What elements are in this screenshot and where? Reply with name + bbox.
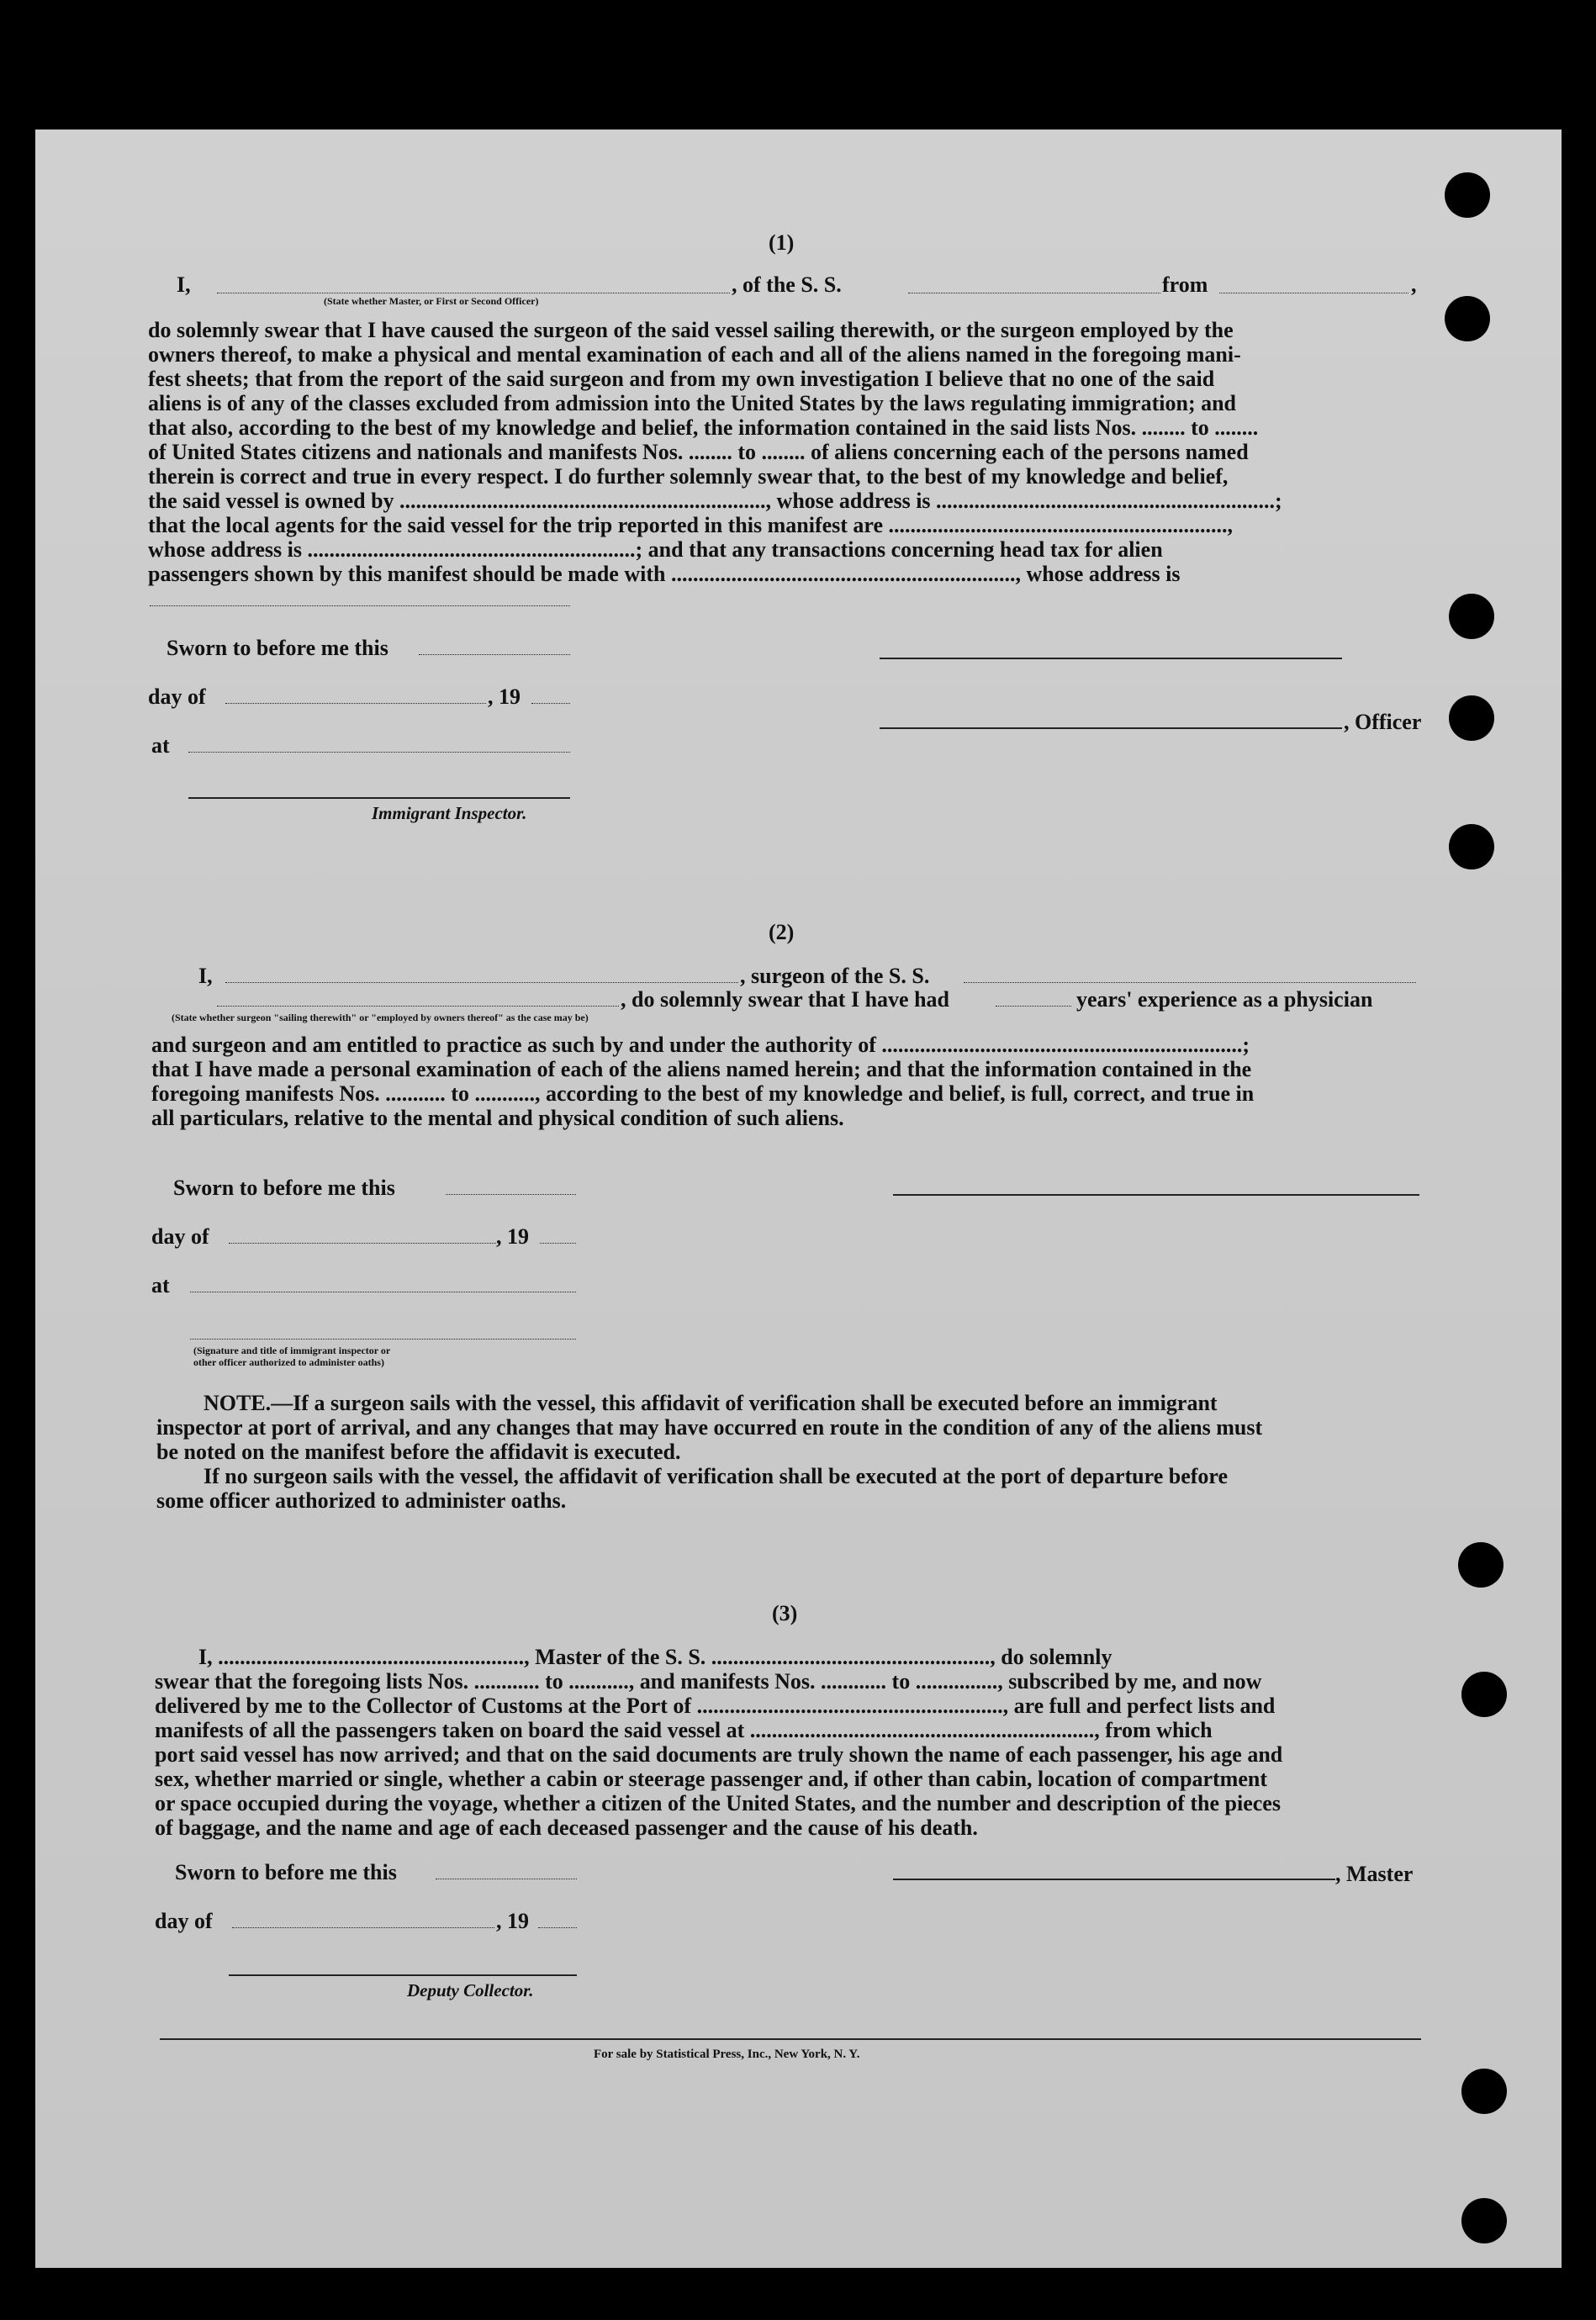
section-1-line: owners thereof, to make a physical and mental examination of each and all of the aliens named in the foregoing mani- [148, 342, 1241, 367]
years-field[interactable] [996, 1006, 1071, 1007]
surgeon-of-label: , surgeon of the S. S. [740, 964, 930, 988]
section-1-line: that also, according to the best of my knowledge and belief, the information contained in the said lists Nos. ........ to ........ [148, 415, 1259, 440]
binder-hole [1449, 824, 1494, 869]
sworn-label-2: Sworn to before me this [173, 1176, 395, 1200]
footer-rule [160, 2038, 1421, 2040]
binder-hole [1461, 2198, 1507, 2243]
section-1-line: do solemnly swear that I have caused the surgeon of the said vessel sailing therewith, or the surgeon employed by the [148, 318, 1234, 342]
section-1-line: that the local agents for the said vessel for the trip reported in this manifest are .............................................................., [148, 513, 1234, 537]
signature-note-line-2: other officer authorized to administer oaths) [193, 1356, 384, 1368]
day-field-1[interactable] [225, 703, 486, 704]
year-label-2: , 19 [496, 1224, 529, 1249]
surgeon-signature-line[interactable] [893, 1194, 1419, 1196]
trailing-comma: , [1411, 272, 1417, 297]
section-2-line: all particulars, relative to the mental and physical condition of such aliens. [151, 1106, 844, 1130]
section-2-line: foregoing manifests Nos. ........... to ..........., according to the best of my knowledge and belief, is full, correct, and true in [151, 1081, 1255, 1106]
of-ss-label: , of the S. S. [732, 272, 842, 297]
section-3-line: sex, whether married or single, whether a cabin or steerage passenger and, if other than cabin, location of compartment [155, 1767, 1267, 1791]
section-1-line: whose address is ............................................................; and that any transactions concerning head tax for alien [148, 537, 1163, 562]
section-3-line: of baggage, and the name and age of each deceased passenger and the cause of his death. [155, 1815, 978, 1840]
section-1-body [148, 318, 1282, 586]
section-1-i: I, [177, 272, 191, 297]
from-label: from [1162, 272, 1208, 297]
at-label-1: at [151, 733, 170, 758]
note-label: NOTE. [203, 1391, 272, 1415]
day-field-3[interactable] [232, 1927, 494, 1928]
inspector-signature-line[interactable] [188, 797, 570, 799]
note-line: NOTE.—If a surgeon sails with the vessel, this affidavit of verification shall be executed before an immigrant [203, 1391, 1218, 1415]
day-of-label-1: day of [148, 684, 206, 709]
day-of-label-3: day of [155, 1909, 213, 1933]
section-1-line: of United States citizens and nationals and manifests Nos. ........ to ........ of aliens concerning each of the persons named [148, 440, 1249, 464]
section-2-body [151, 1033, 1254, 1130]
section-2-heading: (2) [769, 920, 795, 944]
master-signature-line[interactable] [893, 1879, 1335, 1880]
year-field-3[interactable] [538, 1927, 577, 1928]
officer-label: , Officer [1344, 710, 1422, 734]
master-label: , Master [1335, 1862, 1414, 1886]
section-3-line: or space occupied during the voyage, whether a citizen of the United States, and the number and description of the pieces [155, 1791, 1281, 1815]
note-block [156, 1391, 1262, 1513]
surgeon-vessel-field[interactable] [964, 982, 1416, 983]
section-2-line: and surgeon and am entitled to practice as such by and under the authority of ..................................................................; [151, 1033, 1250, 1057]
day-field-2[interactable] [229, 1243, 496, 1244]
section-3-line: port said vessel has now arrived; and that on the said documents are truly shown the name of each passenger, his age and [155, 1742, 1283, 1767]
officer-signature-line-a[interactable] [880, 658, 1342, 659]
section-3-heading: (3) [772, 1601, 798, 1625]
inspector-signature-field-2[interactable] [190, 1339, 576, 1340]
binder-hole [1449, 594, 1494, 639]
section-1-line: fest sheets; that from the report of the said surgeon and from my own investigation I believe that no one of the said [148, 367, 1215, 391]
section-2-line: that I have made a personal examination of each of the aliens named herein; and that the information contained in the [151, 1057, 1252, 1081]
year-label-3: , 19 [496, 1909, 529, 1933]
day-of-label-2: day of [151, 1224, 209, 1249]
binder-hole [1449, 695, 1494, 741]
section-1-line: passengers shown by this manifest should be made with ..............................................................., whose address is [148, 562, 1181, 586]
sworn-label-3: Sworn to before me this [175, 1860, 397, 1884]
sworn-date-field-1[interactable] [419, 654, 570, 655]
inspector-caption: Immigrant Inspector. [372, 803, 527, 823]
surgeon-name-field[interactable] [225, 982, 738, 983]
section-3-line: swear that the foregoing lists Nos. ............ to ..........., and manifests Nos. ............ to ..............., subscribed by me, and now [155, 1669, 1262, 1694]
section-3-line: manifests of all the passengers taken on board the said vessel at ..............................................................., from which [155, 1718, 1213, 1742]
year-field-2[interactable] [540, 1243, 576, 1244]
years-label: years' experience as a physician [1076, 987, 1373, 1012]
section-2-i: I, [198, 964, 213, 988]
year-field-1[interactable] [531, 703, 570, 704]
swear-label: , do solemnly swear that I have had [621, 987, 950, 1012]
officer-signature-line-b[interactable] [880, 727, 1342, 729]
binder-hole [1458, 1542, 1504, 1588]
collector-caption: Deputy Collector. [407, 1980, 534, 2000]
year-label-1: , 19 [488, 684, 521, 709]
at-label-2: at [151, 1273, 170, 1297]
signature-note-line-1: (Signature and title of immigrant inspector or [193, 1345, 391, 1356]
section-3-body [155, 1645, 1282, 1840]
officer-role-note: (State whether Master, or First or Second Officer) [324, 295, 539, 307]
section-1-line: therein is correct and true in every respect. I do further solemnly swear that, to the best of my knowledge and belief, [148, 464, 1229, 489]
address-continuation-field[interactable] [150, 605, 570, 606]
section-1-line: the said vessel is owned by ..................................................................., whose address is ..............................................................; [148, 489, 1282, 513]
note-line: If no surgeon sails with the vessel, the affidavit of verification shall be executed at the port of departure before [203, 1464, 1229, 1488]
note-line: some officer authorized to administer oaths. [156, 1488, 567, 1513]
sworn-date-field-2[interactable] [446, 1194, 576, 1195]
note-line: inspector at port of arrival, and any changes that may have occurred en route in the condition of any of the aliens must [156, 1415, 1263, 1440]
section-3-line: I, ........................................................, Master of the S. S. ..................................................., do solemnly [198, 1645, 1112, 1669]
binder-hole [1461, 1672, 1507, 1717]
binder-hole [1445, 172, 1490, 218]
section-3-line: delivered by me to the Collector of Customs at the Port of ........................................................, are full and perfect lists and [155, 1694, 1276, 1718]
sworn-label-1: Sworn to before me this [166, 636, 388, 660]
binder-hole [1445, 296, 1490, 341]
printer-imprint: For sale by Statistical Press, Inc., New York, N. Y. [594, 2048, 860, 2061]
binder-hole [1461, 2069, 1507, 2114]
section-1-line: aliens is of any of the classes excluded from admission into the United States by the laws regulating immigration; and [148, 391, 1237, 415]
surgeon-role-field[interactable] [217, 1006, 619, 1007]
at-field-1[interactable] [188, 752, 570, 753]
surgeon-role-note: (State whether surgeon "sailing therewith" or "employed by owners thereof" as the case may be) [172, 1012, 589, 1023]
section-1-heading: (1) [769, 230, 795, 255]
note-line: be noted on the manifest before the affidavit is executed. [156, 1440, 681, 1464]
collector-signature-line[interactable] [229, 1974, 577, 1976]
